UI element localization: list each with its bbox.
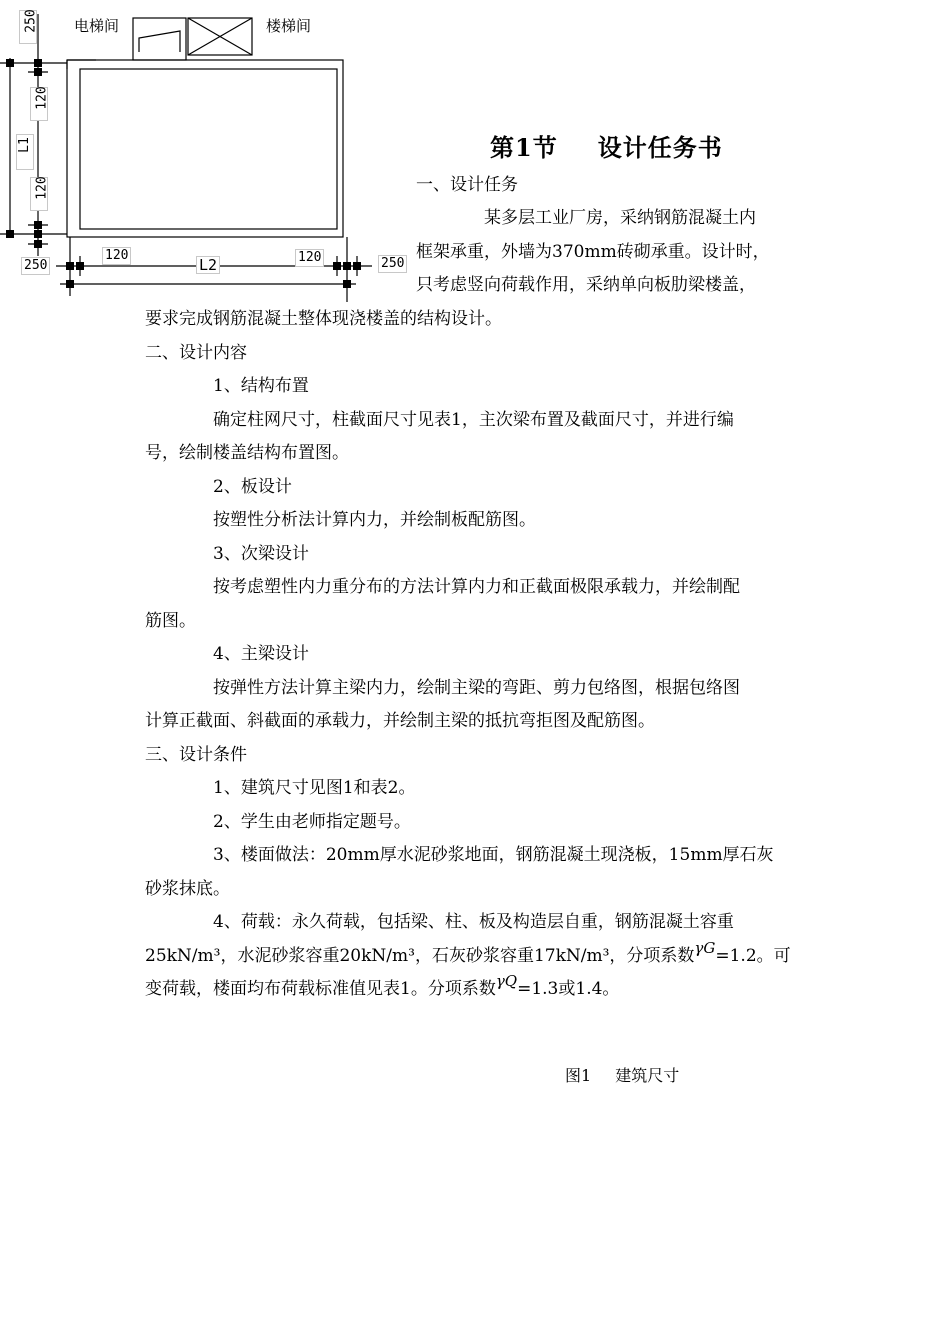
section-title: 设计任务书 <box>597 133 723 162</box>
dim-120-lower: 120 <box>30 177 48 211</box>
elevator-box <box>133 18 186 60</box>
secondary-beam-text-line-2: 筋图。 <box>145 611 196 631</box>
condition-1: 1、建筑尺寸见图1和表2。 <box>213 778 416 798</box>
slab-text: 按塑性分析法计算内力，并绘制板配筋图。 <box>213 510 536 530</box>
item-slab-design: 2、板设计 <box>213 477 292 497</box>
condition-4-line-2 <box>145 939 810 973</box>
condition-4-line-1: 4、荷载：永久荷载，包括梁、柱、板及构造层自重，钢筋混凝土容重 <box>213 912 734 932</box>
gamma-q-symbol: γQ <box>495 972 518 990</box>
section-heading <box>490 132 723 164</box>
section-number: 第1节 <box>490 133 558 162</box>
task-text-line-4: 要求完成钢筋混凝土整体现浇楼盖的结构设计。 <box>145 309 502 329</box>
item-structure-layout: 1、结构布置 <box>213 376 309 396</box>
condition-4-line-3 <box>145 972 810 1006</box>
condition-3-line-2: 砂浆抹底。 <box>145 879 230 899</box>
task-text-line-3: 只考虑竖向荷载作用，采纳单向板肋梁楼盖， <box>416 275 756 295</box>
elevator-room-label: 电梯间 <box>74 17 120 35</box>
stair-room-label: 楼梯间 <box>266 17 312 35</box>
dim-l2-label: L2 <box>196 256 220 274</box>
dim-l1-label: L1 <box>16 134 34 170</box>
condition-4-line-3-end: =1.3或1.4。 <box>517 979 620 999</box>
structure-text-line-1: 确定柱网尺寸，柱截面尺寸见表1，主次梁布置及截面尺寸，并进行编 <box>213 410 734 430</box>
dim-120-bottom-right: 120 <box>295 249 324 267</box>
heading-design-content: 二、设计内容 <box>145 343 247 363</box>
elevator-symbol <box>139 31 180 52</box>
outer-wall <box>67 60 343 237</box>
main-beam-text-line-1: 按弹性方法计算主梁内力，绘制主梁的弯距、剪力包络图，根据包络图 <box>213 678 740 698</box>
condition-3-line-1: 3、楼面做法：20mm厚水泥砂浆地面，钢筋混凝土现浇板，15mm厚石灰 <box>213 845 774 865</box>
condition-4-line-2-text: 25kN/m³，水泥砂浆容重20kN/m³，石灰砂浆容重17kN/m³，分项系数 <box>145 946 695 966</box>
heading-design-conditions: 三、设计条件 <box>145 745 247 765</box>
secondary-beam-text-line-1: 按考虑塑性内力重分布的方法计算内力和正截面极限承载力，并绘制配 <box>213 577 740 597</box>
figure-caption-text: 建筑尺寸 <box>615 1066 680 1085</box>
condition-4-line-2-end: =1.2。可 <box>715 946 791 966</box>
dim-120-upper: 120 <box>30 87 48 121</box>
item-main-beam: 4、主梁设计 <box>213 644 309 664</box>
inner-wall <box>80 69 337 229</box>
dim-250-bottom-right: 250 <box>378 255 407 273</box>
figure-caption <box>565 1066 679 1086</box>
item-secondary-beam: 3、次梁设计 <box>213 544 309 564</box>
main-beam-text-line-2: 计算正截面、斜截面的承载力，并绘制主梁的抵抗弯拒图及配筋图。 <box>145 711 655 731</box>
dim-250-bottom-left: 250 <box>21 257 50 275</box>
condition-4-line-3-text: 变荷载，楼面均布荷载标准值见表1。分项系数 <box>145 979 496 999</box>
figure-caption-number: 图1 <box>565 1066 592 1085</box>
task-text-line-2: 框架承重，外墙为370mm砖砌承重。设计时， <box>416 242 770 262</box>
task-text-line-1: 某多层工业厂房，采纳钢筋混凝土内 <box>484 208 756 228</box>
condition-2: 2、学生由老师指定题号。 <box>213 812 411 832</box>
gamma-g-symbol: γG <box>694 939 716 957</box>
heading-design-task: 一、设计任务 <box>416 175 518 195</box>
structure-text-line-2: 号，绘制楼盖结构布置图。 <box>145 443 349 463</box>
dim-120-bottom-left: 120 <box>102 247 131 265</box>
dim-250-top: 250 <box>19 10 37 44</box>
